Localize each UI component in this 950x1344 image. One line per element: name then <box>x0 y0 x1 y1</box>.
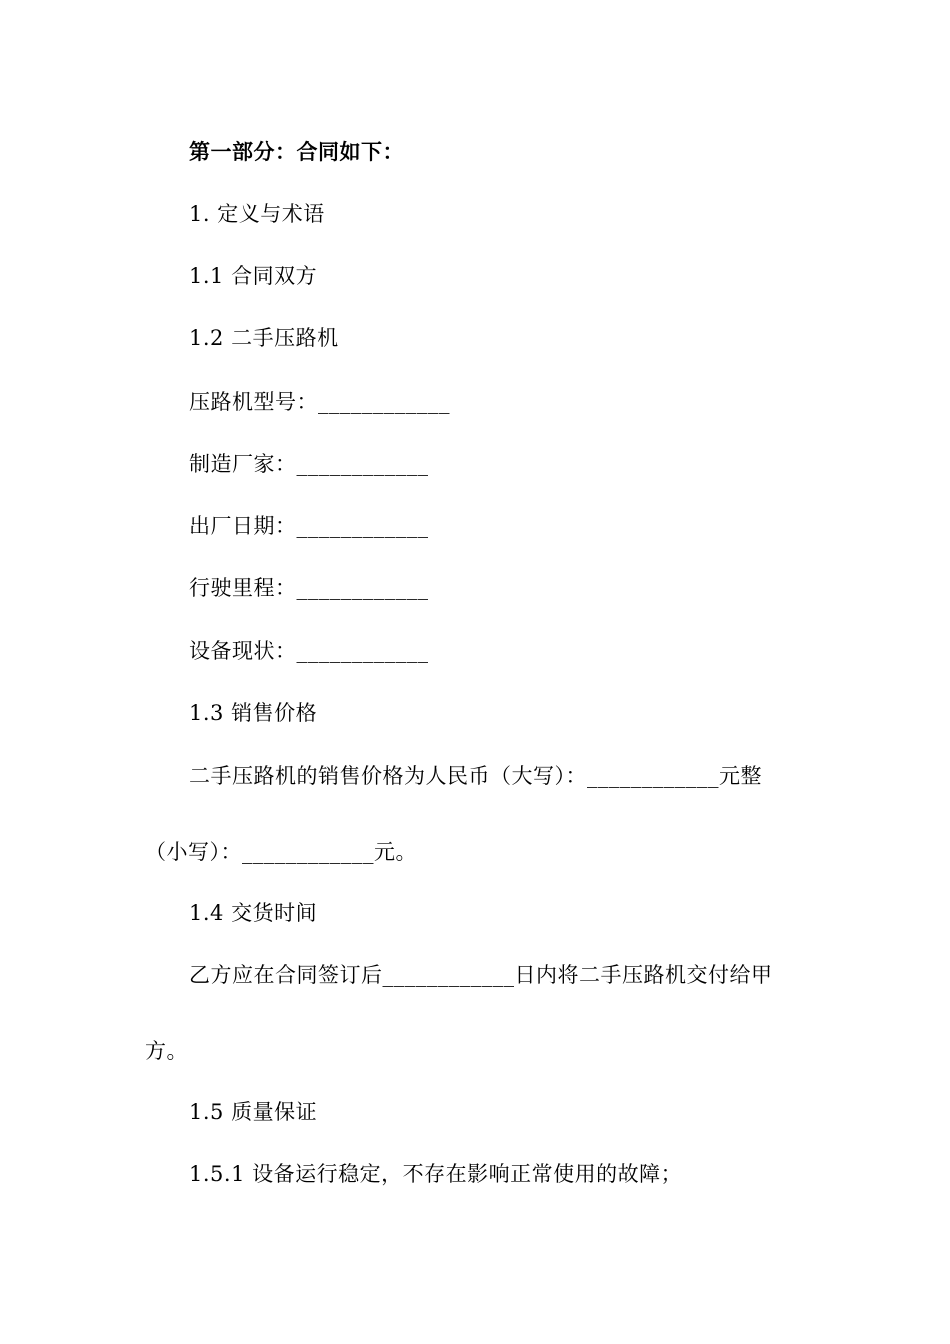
section-heading: 第一部分：合同如下： <box>189 139 404 164</box>
condition-line: 设备现状：____________ <box>189 639 429 663</box>
maker-line: 制造厂家：____________ <box>189 452 429 476</box>
clause-1-2-title: 1.2 二手压路机 <box>189 326 339 350</box>
delivery-line-1: 乙方应在合同签订后____________日内将二手压路机交付给甲 <box>189 963 773 987</box>
clause-1-5-title: 1.5 质量保证 <box>189 1100 318 1124</box>
clause-1-title: 1. 定义与术语 <box>189 202 325 226</box>
model-line: 压路机型号：____________ <box>189 390 450 414</box>
clause-1-5-1: 1.5.1 设备运行稳定，不存在影响正常使用的故障； <box>189 1162 683 1186</box>
price-line-2: （小写）：____________元。 <box>145 840 417 864</box>
clause-1-1-title: 1.1 合同双方 <box>189 264 318 288</box>
mileage-line: 行驶里程：____________ <box>189 576 429 600</box>
price-line-1: 二手压路机的销售价格为人民币（大写）：____________元整 <box>189 764 762 788</box>
delivery-line-2: 方。 <box>145 1039 188 1063</box>
clause-1-3-title: 1.3 销售价格 <box>189 701 318 725</box>
date-line: 出厂日期：____________ <box>189 514 429 538</box>
clause-1-4-title: 1.4 交货时间 <box>189 901 318 925</box>
